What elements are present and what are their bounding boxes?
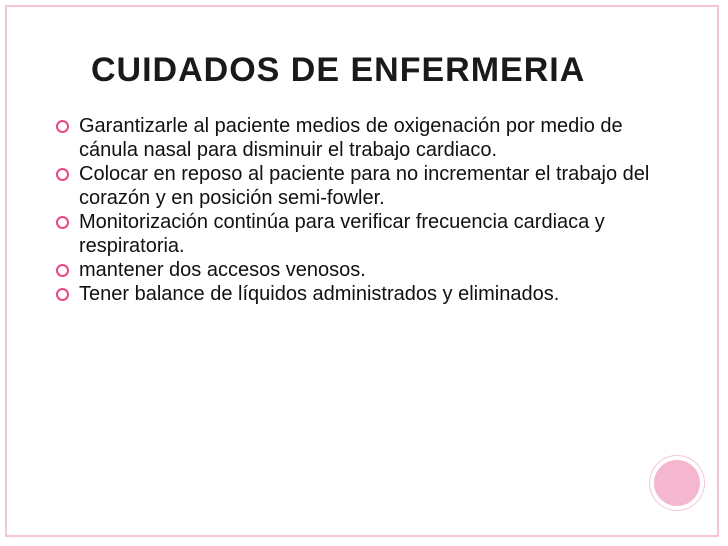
bullet-text: mantener dos accesos venosos. bbox=[79, 259, 366, 281]
hollow-circle-bullet-icon bbox=[56, 120, 69, 133]
hollow-circle-bullet-icon bbox=[56, 288, 69, 301]
bullet-text: Colocar en reposo al paciente para no incrementar el trabajo del corazón y en posición semi-fowler. bbox=[79, 163, 650, 209]
hollow-circle-bullet-icon bbox=[56, 168, 69, 181]
bullet-item bbox=[56, 258, 686, 282]
bullet-item bbox=[56, 282, 686, 306]
bullet-text: Monitorización continúa para verificar frecuencia cardiaca y respiratoria. bbox=[79, 211, 605, 257]
bullet-item bbox=[56, 114, 686, 162]
bullet-list bbox=[56, 114, 686, 306]
bullet-text: Garantizarle al paciente medios de oxigenación por medio de cánula nasal para disminuir el trabajo cardiaco. bbox=[79, 115, 623, 161]
bullet-item bbox=[56, 162, 686, 210]
bullet-item bbox=[56, 210, 686, 258]
hollow-circle-bullet-icon bbox=[56, 216, 69, 229]
decorative-circle-icon bbox=[650, 456, 704, 510]
slide-title: CUIDADOS DE ENFERMERIA bbox=[91, 51, 586, 89]
hollow-circle-bullet-icon bbox=[56, 264, 69, 277]
bullet-text: Tener balance de líquidos administrados y eliminados. bbox=[79, 283, 560, 305]
